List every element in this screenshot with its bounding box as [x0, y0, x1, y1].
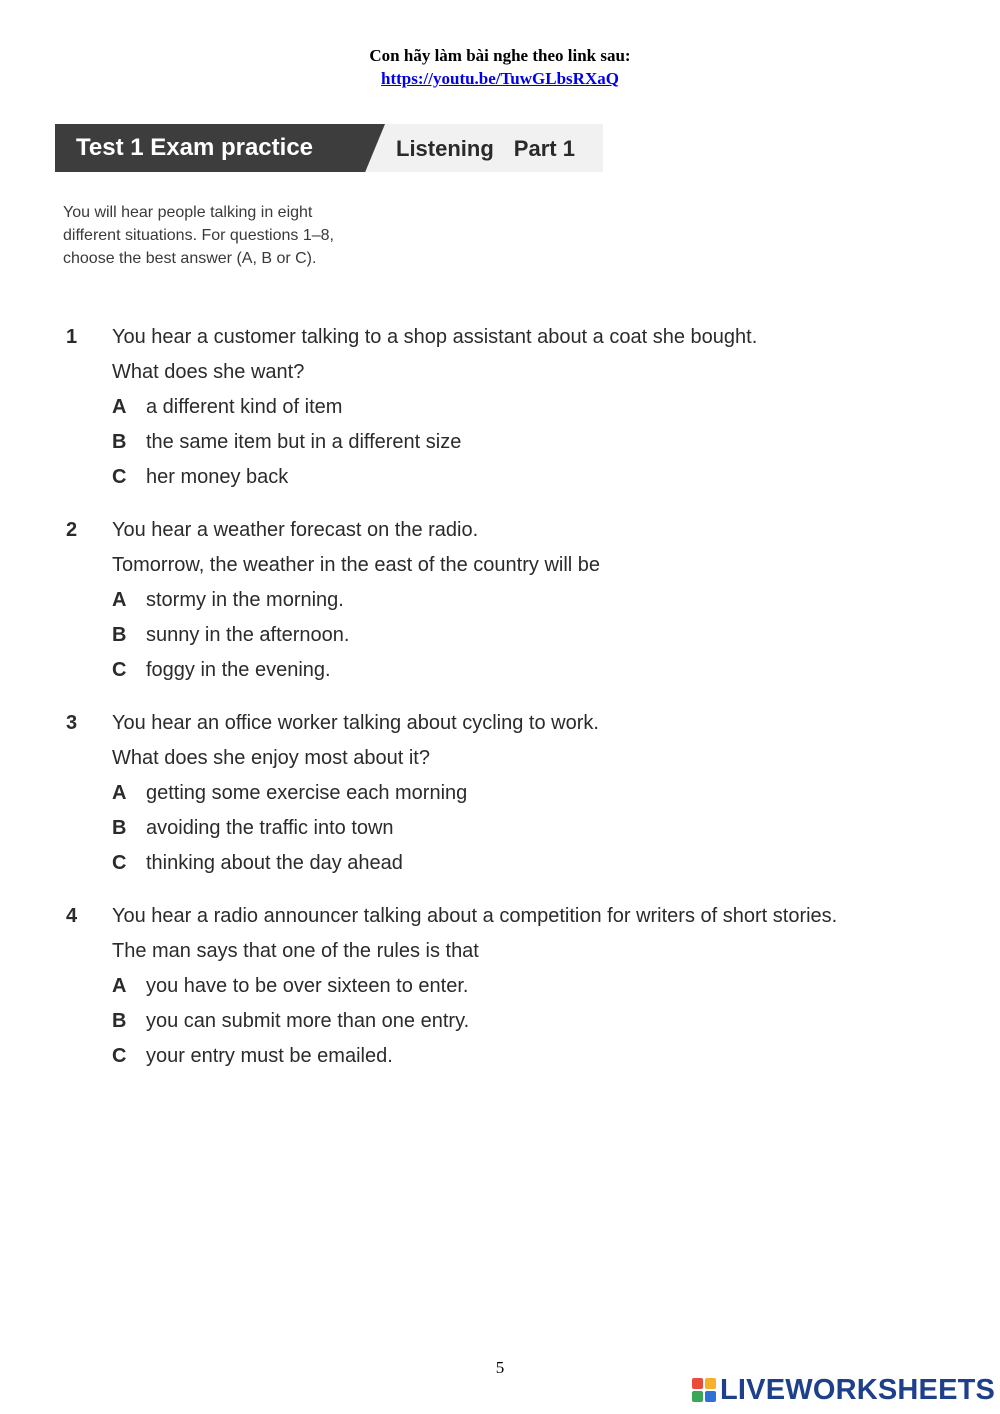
- intro-instruction: Con hãy làm bài nghe theo link sau:: [369, 46, 631, 65]
- option-text: your entry must be emailed.: [146, 1045, 393, 1067]
- question-situation: You hear a weather forecast on the radio.: [112, 519, 479, 541]
- option-text: thinking about the day ahead: [146, 852, 403, 874]
- option-text: a different kind of item: [146, 396, 343, 418]
- option-label: A: [112, 782, 127, 804]
- option-text: foggy in the evening.: [146, 659, 331, 681]
- question-number: 1: [66, 326, 78, 348]
- question-1: [66, 320, 966, 495]
- option-a[interactable]: [66, 390, 966, 425]
- question-prompt: The man says that one of the rules is that: [112, 940, 479, 962]
- question-situation: You hear an office worker talking about cycling to work.: [112, 712, 599, 734]
- logo-tile: [692, 1391, 703, 1402]
- option-b[interactable]: [66, 425, 966, 460]
- instruction-line: different situations. For questions 1–8,: [63, 227, 334, 244]
- banner-listening: Listening: [396, 136, 494, 161]
- option-text: her money back: [146, 466, 289, 488]
- option-label: A: [112, 589, 127, 611]
- liveworksheets-logo[interactable]: [692, 1375, 995, 1405]
- intro-header: [0, 44, 1000, 90]
- option-label: B: [112, 431, 127, 453]
- option-label: B: [112, 624, 127, 646]
- instructions: [63, 201, 393, 270]
- option-c[interactable]: [66, 653, 966, 688]
- question-number: 4: [66, 905, 78, 927]
- logo-tile: [692, 1378, 703, 1389]
- logo-tile: [705, 1391, 716, 1402]
- question-2: [66, 513, 966, 688]
- youtube-link[interactable]: https://youtu.be/TuwGLbsRXaQ: [381, 69, 619, 88]
- question-number: 3: [66, 712, 78, 734]
- option-a[interactable]: [66, 583, 966, 618]
- option-text: avoiding the traffic into town: [146, 817, 394, 839]
- option-a[interactable]: [66, 969, 966, 1004]
- option-text: you can submit more than one entry.: [146, 1010, 470, 1032]
- option-b[interactable]: [66, 1004, 966, 1039]
- option-c[interactable]: [66, 846, 966, 881]
- question-prompt: What does she want?: [112, 361, 305, 383]
- question-4: [66, 899, 966, 1074]
- option-label: C: [112, 852, 127, 874]
- option-text: getting some exercise each morning: [146, 782, 468, 804]
- option-text: sunny in the afternoon.: [146, 624, 350, 646]
- option-b[interactable]: [66, 811, 966, 846]
- question-number: 2: [66, 519, 78, 541]
- banner-section: [396, 136, 575, 162]
- option-text: stormy in the morning.: [146, 589, 344, 611]
- liveworksheets-icon: [692, 1378, 716, 1402]
- option-a[interactable]: [66, 776, 966, 811]
- question-list: [66, 320, 966, 1092]
- question-3: [66, 706, 966, 881]
- option-b[interactable]: [66, 618, 966, 653]
- exam-banner: [55, 124, 603, 172]
- option-label: C: [112, 1045, 127, 1067]
- question-prompt: What does she enjoy most about it?: [112, 747, 430, 769]
- instruction-line: You will hear people talking in eight: [63, 204, 313, 221]
- instruction-line: choose the best answer (A, B or C).: [63, 250, 317, 267]
- liveworksheets-wordmark: LIVEWORKSHEETS: [720, 1373, 996, 1406]
- option-label: A: [112, 975, 127, 997]
- question-prompt: Tomorrow, the weather in the east of the country will be: [112, 554, 601, 576]
- option-text: you have to be over sixteen to enter.: [146, 975, 469, 997]
- banner-part: Part 1: [513, 136, 575, 161]
- page-number: 5: [495, 1358, 505, 1377]
- option-label: C: [112, 466, 127, 488]
- option-label: B: [112, 1010, 127, 1032]
- option-c[interactable]: [66, 1039, 966, 1074]
- option-label: B: [112, 817, 127, 839]
- option-c[interactable]: [66, 460, 966, 495]
- question-situation: You hear a customer talking to a shop assistant about a coat she bought.: [112, 326, 758, 348]
- option-label: A: [112, 396, 127, 418]
- banner-title: Test 1 Exam practice: [76, 134, 314, 161]
- option-text: the same item but in a different size: [146, 431, 462, 453]
- question-situation: You hear a radio announcer talking about a competition for writers of short stories.: [112, 905, 838, 927]
- option-label: C: [112, 659, 127, 681]
- logo-tile: [705, 1378, 716, 1389]
